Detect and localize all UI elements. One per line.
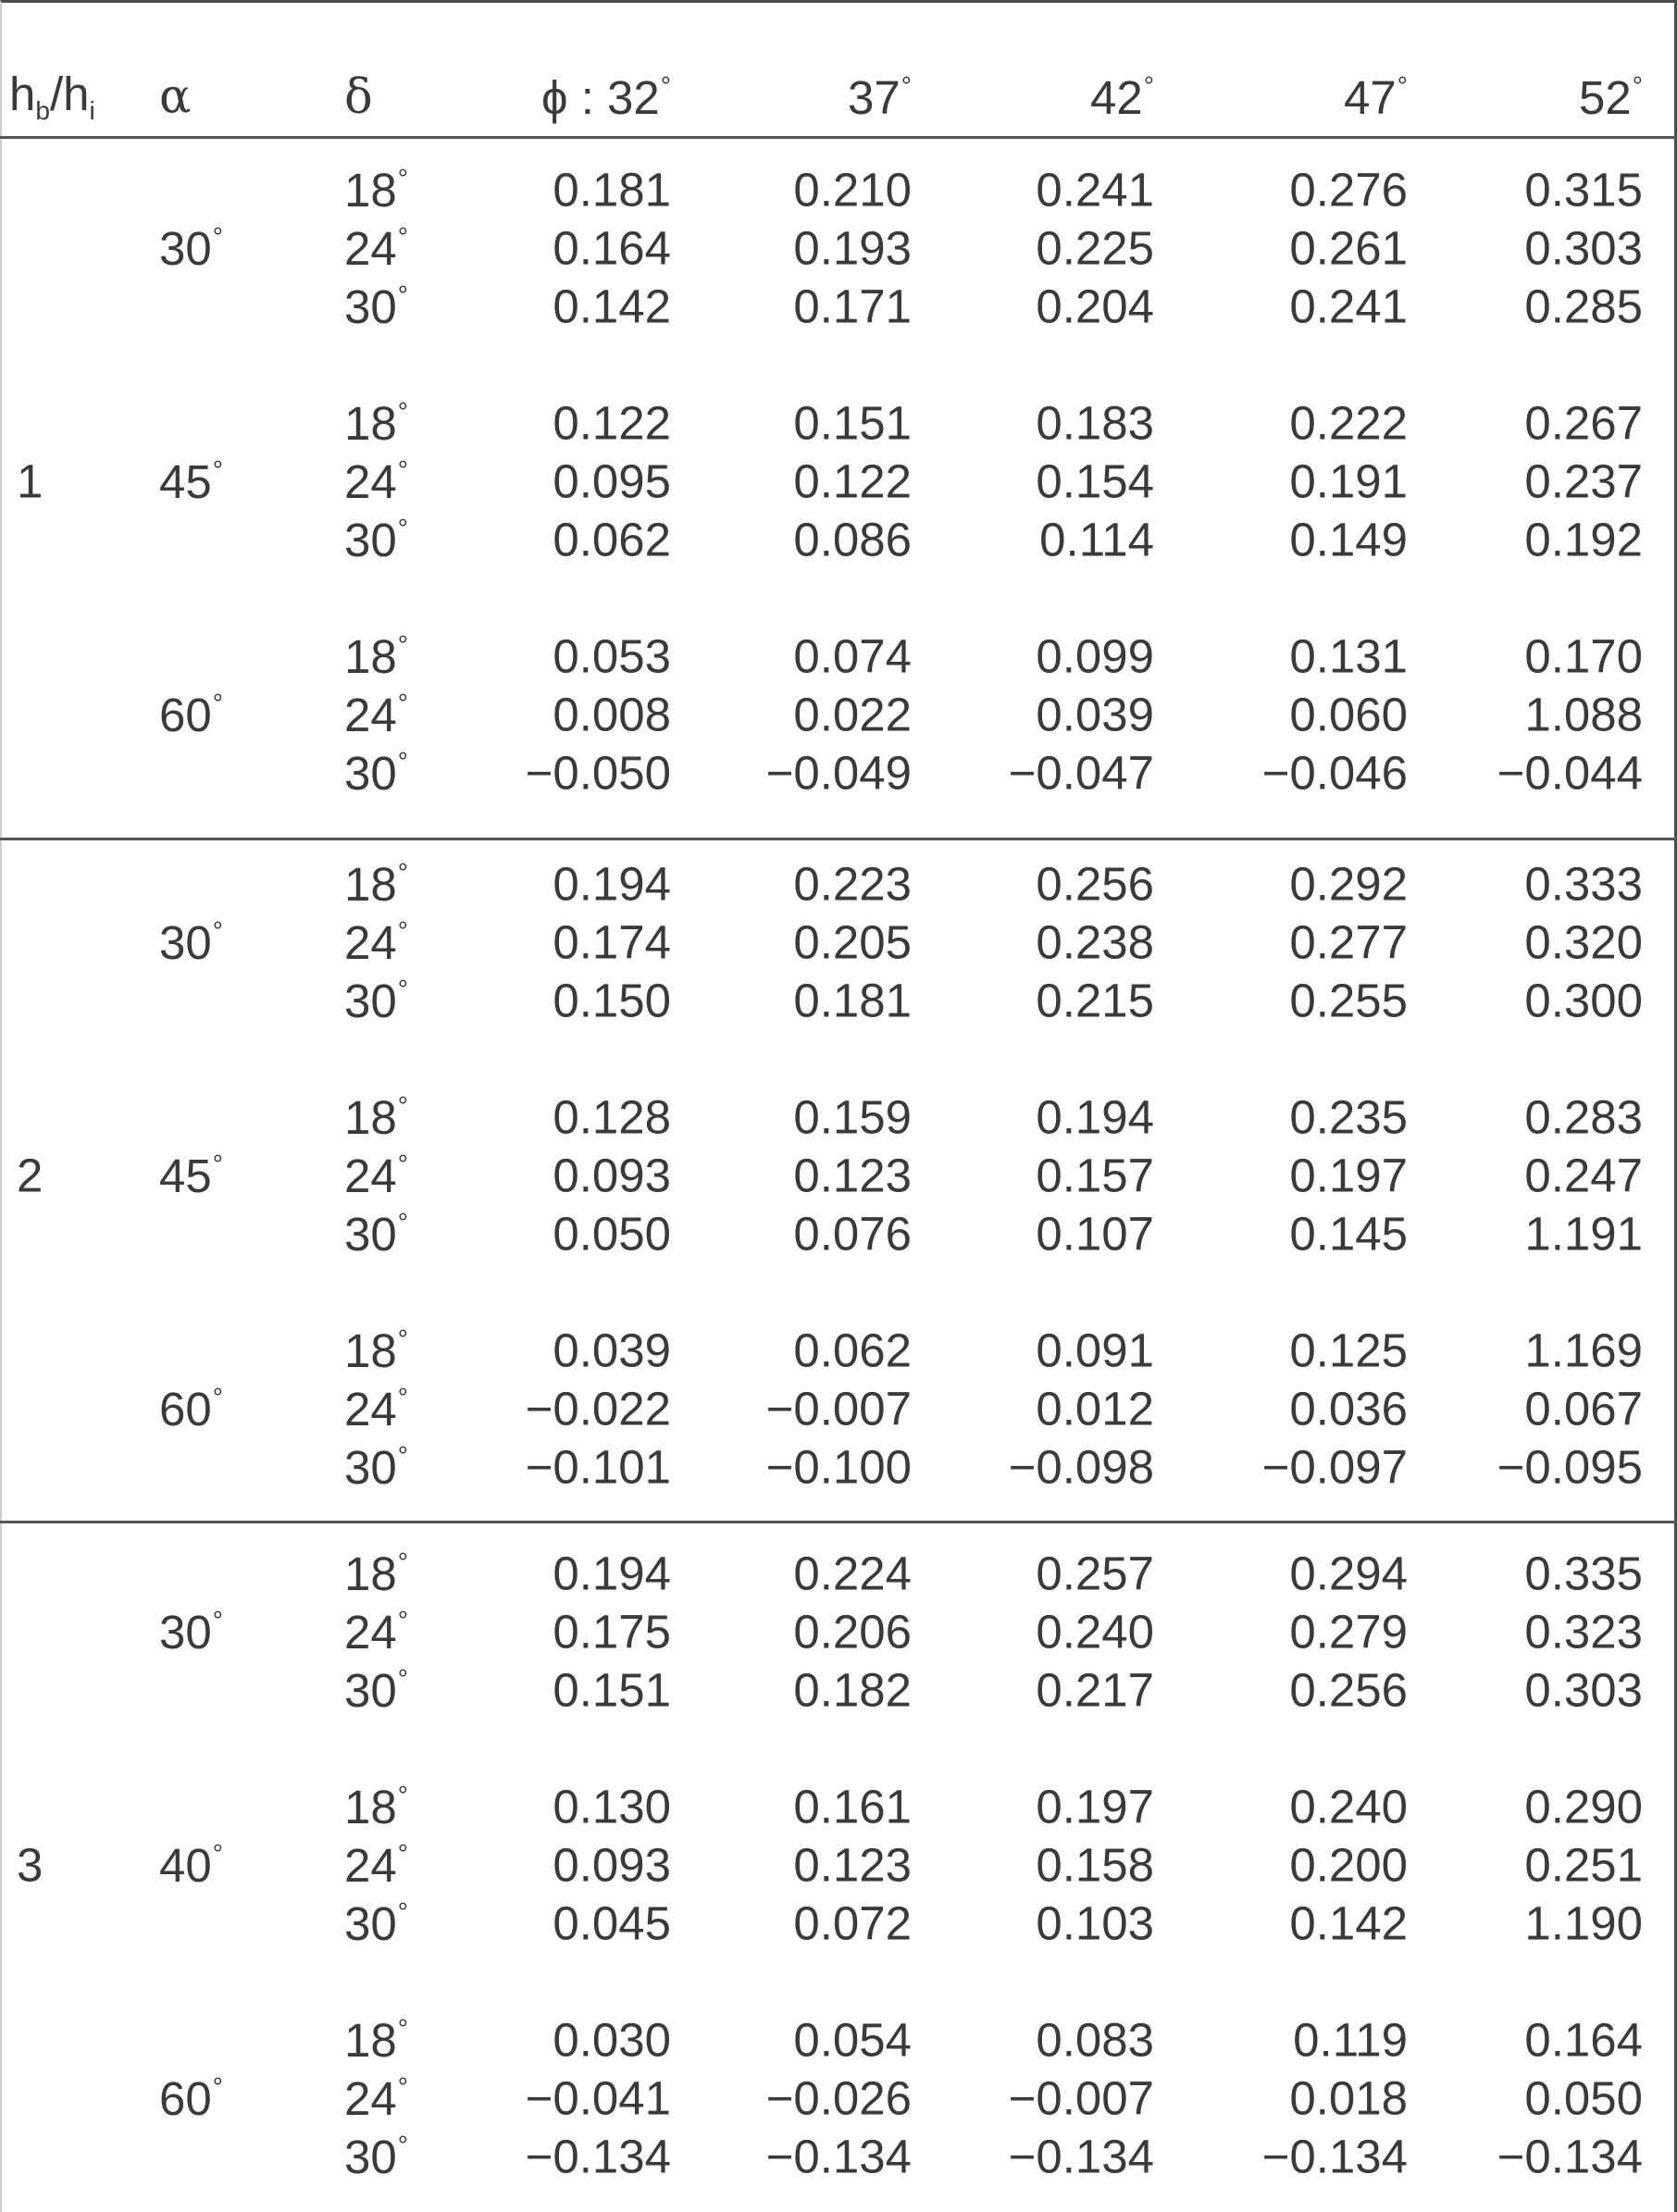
table-cell: 0.194 — [553, 857, 671, 911]
delta-number: 30 — [344, 975, 397, 1028]
table-cell: 0.142 — [553, 280, 671, 333]
table-cell: 0.237 — [1524, 454, 1643, 508]
alpha-value — [159, 915, 223, 970]
table-cell: 0.257 — [1036, 1547, 1154, 1600]
delta-number: 24 — [344, 1149, 397, 1203]
delta-number: 30 — [344, 2131, 397, 2184]
delta-number: 24 — [344, 1839, 397, 1893]
hb-hi-value — [17, 1149, 43, 1202]
hb-hi-number: 2 — [17, 1149, 43, 1202]
header-phi-32 — [540, 70, 671, 125]
table-cell: 0.303 — [1524, 1663, 1643, 1717]
table-cell: 0.130 — [553, 1780, 671, 1833]
table-cell: −0.007 — [765, 1382, 912, 1435]
table-cell: 0.008 — [553, 688, 671, 741]
alpha-number: 60 — [159, 689, 212, 742]
header-delta — [344, 69, 373, 125]
delta-number: 24 — [344, 916, 397, 970]
table-cell: 0.222 — [1289, 396, 1408, 450]
degree-sign: ° — [397, 1207, 408, 1236]
degree-sign: ° — [397, 2013, 408, 2043]
table-cell: 0.181 — [793, 974, 912, 1027]
table-cell: 0.181 — [553, 163, 671, 217]
degree-sign: ° — [397, 396, 408, 426]
table-cell: −0.041 — [525, 2071, 671, 2125]
table-cell: 0.290 — [1524, 1780, 1643, 1833]
table-cell: −0.097 — [1261, 1440, 1408, 1494]
table-cell: 0.315 — [1524, 163, 1643, 217]
degree-sign: ° — [212, 915, 223, 945]
alpha-value — [159, 221, 223, 276]
degree-sign: ° — [1397, 70, 1408, 100]
table-cell: 0.122 — [553, 396, 671, 450]
table-cell: 0.083 — [1036, 2013, 1154, 2067]
phi-prefix: ϕ : — [540, 71, 608, 125]
table-cell: 0.277 — [1289, 915, 1408, 969]
degree-sign: ° — [212, 1838, 223, 1868]
table-cell: 0.261 — [1289, 221, 1408, 275]
degree-sign: ° — [397, 915, 408, 945]
table-cell: −0.134 — [1261, 2130, 1408, 2183]
delta-value — [344, 163, 408, 217]
hb-sub: b — [35, 95, 50, 125]
alpha-symbol: α — [159, 69, 192, 125]
table-cell: 0.164 — [553, 221, 671, 275]
table-cell: −0.044 — [1497, 746, 1643, 800]
degree-sign: ° — [397, 1663, 408, 1693]
delta-number: 18 — [344, 164, 397, 217]
table-cell: 0.050 — [553, 1207, 671, 1261]
table-cell: 0.210 — [793, 163, 912, 217]
table-cell: 0.197 — [1036, 1780, 1154, 1833]
degree-sign: ° — [397, 280, 408, 309]
delta-value — [344, 1440, 408, 1495]
delta-number: 18 — [344, 1091, 397, 1145]
degree-sign: ° — [212, 221, 223, 251]
degree-sign: ° — [397, 1896, 408, 1926]
table-cell: 0.142 — [1289, 1896, 1408, 1950]
table-cell: −0.134 — [1008, 2130, 1154, 2183]
table-cell: −0.101 — [525, 1440, 671, 1494]
table-cell: 0.093 — [553, 1838, 671, 1892]
degree-sign: ° — [397, 1547, 408, 1576]
table-cell: 0.158 — [1036, 1838, 1154, 1892]
alpha-number: 30 — [159, 222, 212, 276]
degree-sign: ° — [212, 1149, 223, 1178]
degree-sign: ° — [212, 454, 223, 484]
table-cell: 0.170 — [1524, 629, 1643, 683]
alpha-number: 30 — [159, 916, 212, 970]
table-cell: 0.323 — [1524, 1605, 1643, 1659]
degree-sign: ° — [397, 1780, 408, 1809]
delta-value — [344, 974, 408, 1028]
table-cell: 0.205 — [793, 915, 912, 969]
alpha-number: 60 — [159, 2072, 212, 2126]
table-cell: 1.169 — [1524, 1323, 1643, 1377]
table-cell: 0.241 — [1036, 163, 1154, 217]
table-cell: 0.333 — [1524, 857, 1643, 911]
table-cell: 0.225 — [1036, 221, 1154, 275]
table-cell: 0.171 — [793, 280, 912, 333]
delta-number: 30 — [344, 280, 397, 334]
table-cell: 0.114 — [1039, 513, 1154, 566]
delta-value — [344, 513, 408, 567]
table-cell: 0.099 — [1036, 629, 1154, 683]
table-cell: −0.134 — [765, 2130, 912, 2183]
degree-sign: ° — [397, 746, 408, 776]
delta-number: 18 — [344, 2014, 397, 2068]
degree-sign: ° — [1632, 70, 1643, 100]
table-cell: 0.062 — [793, 1323, 912, 1377]
delta-value — [344, 1207, 408, 1261]
degree-sign: ° — [397, 163, 408, 193]
delta-value — [344, 2130, 408, 2184]
table-cell: 0.276 — [1289, 163, 1408, 217]
degree-sign: ° — [397, 1149, 408, 1178]
degree-sign: ° — [397, 629, 408, 659]
hi-sub: i — [89, 95, 95, 125]
delta-value — [344, 746, 408, 801]
alpha-value — [159, 1382, 223, 1436]
delta-value — [344, 1896, 408, 1951]
table-cell: 0.292 — [1289, 857, 1408, 911]
delta-value — [344, 915, 408, 970]
table-cell: 0.119 — [1293, 2013, 1408, 2067]
table-cell: 0.039 — [1036, 688, 1154, 741]
delta-value — [344, 454, 408, 509]
table-cell: 0.161 — [793, 1780, 912, 1833]
table-cell: 0.279 — [1289, 1605, 1408, 1659]
degree-sign: ° — [212, 1382, 223, 1411]
degree-sign: ° — [397, 2130, 408, 2159]
table-cell: −0.050 — [525, 746, 671, 800]
delta-number: 18 — [344, 630, 397, 684]
table-cell: 0.182 — [793, 1663, 912, 1717]
alpha-value — [159, 688, 223, 742]
delta-number: 30 — [344, 1441, 397, 1495]
group-separator — [0, 838, 1677, 840]
table-cell: 0.157 — [1036, 1149, 1154, 1202]
table-cell: 0.076 — [793, 1207, 912, 1261]
table-cell: 0.107 — [1036, 1207, 1154, 1261]
table-cell: 0.255 — [1289, 974, 1408, 1027]
degree-sign: ° — [397, 1323, 408, 1353]
table-cell: 0.256 — [1036, 857, 1154, 911]
table-cell: −0.022 — [525, 1382, 671, 1435]
table-cell: 0.030 — [553, 2013, 671, 2067]
degree-sign: ° — [901, 70, 912, 100]
delta-number: 24 — [344, 689, 397, 742]
degree-sign: ° — [397, 1838, 408, 1868]
degree-sign: ° — [660, 70, 671, 100]
delta-value — [344, 629, 408, 684]
hb-hi-number: 1 — [17, 454, 43, 508]
degree-sign: ° — [397, 1382, 408, 1411]
table-cell: −0.007 — [1008, 2071, 1154, 2125]
table-cell: −0.098 — [1008, 1440, 1154, 1494]
table-cell: 0.241 — [1289, 280, 1408, 333]
table-cell: 0.053 — [553, 629, 671, 683]
alpha-number: 30 — [159, 1606, 212, 1659]
delta-number: 24 — [344, 2072, 397, 2126]
table-cell: 0.095 — [553, 454, 671, 508]
table-cell: −0.095 — [1497, 1440, 1643, 1494]
degree-sign: ° — [397, 974, 408, 1003]
alpha-value — [159, 2071, 223, 2126]
delta-number: 24 — [344, 1606, 397, 1659]
table-cell: 0.192 — [1524, 513, 1643, 566]
header-phi-52 — [1579, 70, 1643, 125]
alpha-number: 40 — [159, 1839, 212, 1893]
hb-main: h — [9, 68, 36, 121]
table-cell: 1.088 — [1524, 688, 1643, 741]
table-cell: 0.122 — [793, 454, 912, 508]
table-cell: 0.067 — [1524, 1382, 1643, 1435]
table-cell: 0.235 — [1289, 1090, 1408, 1144]
delta-number: 24 — [344, 1383, 397, 1436]
table-cell: −0.047 — [1008, 746, 1154, 800]
delta-number: 30 — [344, 514, 397, 567]
table-cell: 0.018 — [1289, 2071, 1408, 2125]
table-cell: −0.049 — [765, 746, 912, 800]
table-cell: −0.100 — [765, 1440, 912, 1494]
table-cell: 0.054 — [793, 2013, 912, 2067]
table-cell: 0.159 — [793, 1090, 912, 1144]
table-cell: 0.238 — [1036, 915, 1154, 969]
table-cell: 0.194 — [1036, 1090, 1154, 1144]
table-cell: 0.050 — [1524, 2071, 1643, 2125]
delta-value — [344, 1547, 408, 1601]
table-cell: 0.240 — [1289, 1780, 1408, 1833]
delta-value — [344, 1090, 408, 1145]
table-cell: 0.335 — [1524, 1547, 1643, 1600]
table-cell: 0.062 — [553, 513, 671, 566]
alpha-value — [159, 1149, 223, 1203]
phi-value: 32 — [607, 71, 660, 125]
hb-hi-value — [17, 454, 43, 508]
header-alpha — [159, 69, 192, 125]
degree-sign: ° — [397, 688, 408, 717]
delta-symbol: δ — [344, 69, 373, 125]
table-cell: 0.283 — [1524, 1090, 1643, 1144]
delta-number: 18 — [344, 858, 397, 912]
table-cell: 0.174 — [553, 915, 671, 969]
table-cell: 0.206 — [793, 1605, 912, 1659]
table-cell: 0.285 — [1524, 280, 1643, 333]
table-cell: 0.197 — [1289, 1149, 1408, 1202]
table-cell: 0.123 — [793, 1149, 912, 1202]
alpha-value — [159, 1605, 223, 1659]
delta-number: 18 — [344, 1324, 397, 1378]
table-cell: 0.193 — [793, 221, 912, 275]
delta-value — [344, 221, 408, 276]
header-phi-37 — [848, 70, 912, 125]
table-cell: 0.149 — [1289, 513, 1408, 566]
table-cell: 0.150 — [553, 974, 671, 1027]
table-cell: 0.224 — [793, 1547, 912, 1600]
table-cell: 0.072 — [793, 1896, 912, 1950]
table-cell: 1.190 — [1524, 1896, 1643, 1950]
delta-number: 18 — [344, 1781, 397, 1834]
degree-sign: ° — [212, 688, 223, 717]
table-cell: −0.026 — [765, 2071, 912, 2125]
delta-value — [344, 280, 408, 334]
degree-sign: ° — [397, 454, 408, 484]
alpha-number: 45 — [159, 1149, 212, 1203]
delta-value — [344, 1838, 408, 1893]
table-cell: 0.256 — [1289, 1663, 1408, 1717]
table-cell: 0.151 — [553, 1663, 671, 1717]
delta-value — [344, 1663, 408, 1718]
header-hb-hi — [9, 70, 95, 124]
table-cell: 0.091 — [1036, 1323, 1154, 1377]
degree-sign: ° — [1143, 70, 1154, 100]
delta-value — [344, 2071, 408, 2126]
table-cell: 0.131 — [1289, 629, 1408, 683]
delta-value — [344, 1605, 408, 1659]
table-cell: 0.175 — [553, 1605, 671, 1659]
delta-number: 18 — [344, 1547, 397, 1601]
table-cell: 0.125 — [1289, 1323, 1408, 1377]
table-cell: 0.320 — [1524, 915, 1643, 969]
table-cell: 0.039 — [553, 1323, 671, 1377]
table-cell: 0.123 — [793, 1838, 912, 1892]
degree-sign: ° — [212, 1605, 223, 1634]
phi-value: 37 — [848, 71, 901, 125]
table-cell: 0.191 — [1289, 454, 1408, 508]
delta-number: 24 — [344, 222, 397, 276]
table-cell: 0.251 — [1524, 1838, 1643, 1892]
table-cell: 0.183 — [1036, 396, 1154, 450]
hb-hi-number: 3 — [17, 1838, 43, 1892]
table-cell: 0.128 — [553, 1090, 671, 1144]
hi-main: h — [63, 68, 90, 121]
table-cell: 0.103 — [1036, 1896, 1154, 1950]
alpha-value — [159, 1838, 223, 1893]
table-cell: 0.074 — [793, 629, 912, 683]
header-phi-42 — [1090, 70, 1154, 125]
delta-number: 18 — [344, 397, 397, 451]
degree-sign: ° — [212, 2071, 223, 2101]
slash: / — [49, 68, 64, 121]
delta-number: 30 — [344, 1664, 397, 1718]
phi-value: 52 — [1579, 71, 1632, 125]
table-cell: 0.151 — [793, 396, 912, 450]
table-cell: 0.145 — [1289, 1207, 1408, 1261]
table-cell: 0.267 — [1524, 396, 1643, 450]
alpha-value — [159, 454, 223, 509]
header-phi-47 — [1344, 70, 1408, 125]
delta-number: 30 — [344, 1897, 397, 1951]
table-cell: 0.164 — [1524, 2013, 1643, 2067]
table-cell: 0.217 — [1036, 1663, 1154, 1717]
delta-value — [344, 1382, 408, 1436]
table-cell: 0.060 — [1289, 688, 1408, 741]
table-cell: 0.300 — [1524, 974, 1643, 1027]
table-cell: 0.215 — [1036, 974, 1154, 1027]
table-cell: 0.294 — [1289, 1547, 1408, 1600]
group-separator — [0, 1521, 1677, 1523]
alpha-number: 45 — [159, 455, 212, 509]
delta-value — [344, 857, 408, 912]
table-cell: 0.204 — [1036, 280, 1154, 333]
table-cell: 0.240 — [1036, 1605, 1154, 1659]
table-cell: 0.012 — [1036, 1382, 1154, 1435]
delta-value — [344, 1323, 408, 1378]
table-cell: 0.045 — [553, 1896, 671, 1950]
degree-sign: ° — [397, 1440, 408, 1470]
degree-sign: ° — [397, 513, 408, 542]
table-cell: −0.046 — [1261, 746, 1408, 800]
table-cell: 0.194 — [553, 1547, 671, 1600]
table-cell: 0.036 — [1289, 1382, 1408, 1435]
degree-sign: ° — [397, 857, 408, 887]
delta-value — [344, 688, 408, 742]
table-cell: 0.223 — [793, 857, 912, 911]
delta-value — [344, 2013, 408, 2068]
delta-number: 30 — [344, 747, 397, 801]
table-cell: 0.086 — [793, 513, 912, 566]
delta-number: 24 — [344, 455, 397, 509]
table-cell: −0.134 — [525, 2130, 671, 2183]
delta-number: 30 — [344, 1208, 397, 1261]
table-cell: 0.093 — [553, 1149, 671, 1202]
phi-value: 47 — [1344, 71, 1397, 125]
alpha-number: 60 — [159, 1383, 212, 1436]
table-cell: −0.134 — [1497, 2130, 1643, 2183]
table-cell: 1.191 — [1524, 1207, 1643, 1261]
table-cell: 0.154 — [1036, 454, 1154, 508]
header-rule — [0, 136, 1677, 139]
table-cell: 0.303 — [1524, 221, 1643, 275]
phi-value: 42 — [1090, 71, 1143, 125]
table-cell: 0.022 — [793, 688, 912, 741]
degree-sign: ° — [397, 1605, 408, 1634]
degree-sign: ° — [397, 221, 408, 251]
delta-value — [344, 1780, 408, 1834]
table-cell: 0.247 — [1524, 1149, 1643, 1202]
degree-sign: ° — [397, 2071, 408, 2101]
degree-sign: ° — [397, 1090, 408, 1120]
table-cell: 0.200 — [1289, 1838, 1408, 1892]
delta-value — [344, 396, 408, 451]
delta-value — [344, 1149, 408, 1203]
hb-hi-value — [17, 1838, 43, 1892]
